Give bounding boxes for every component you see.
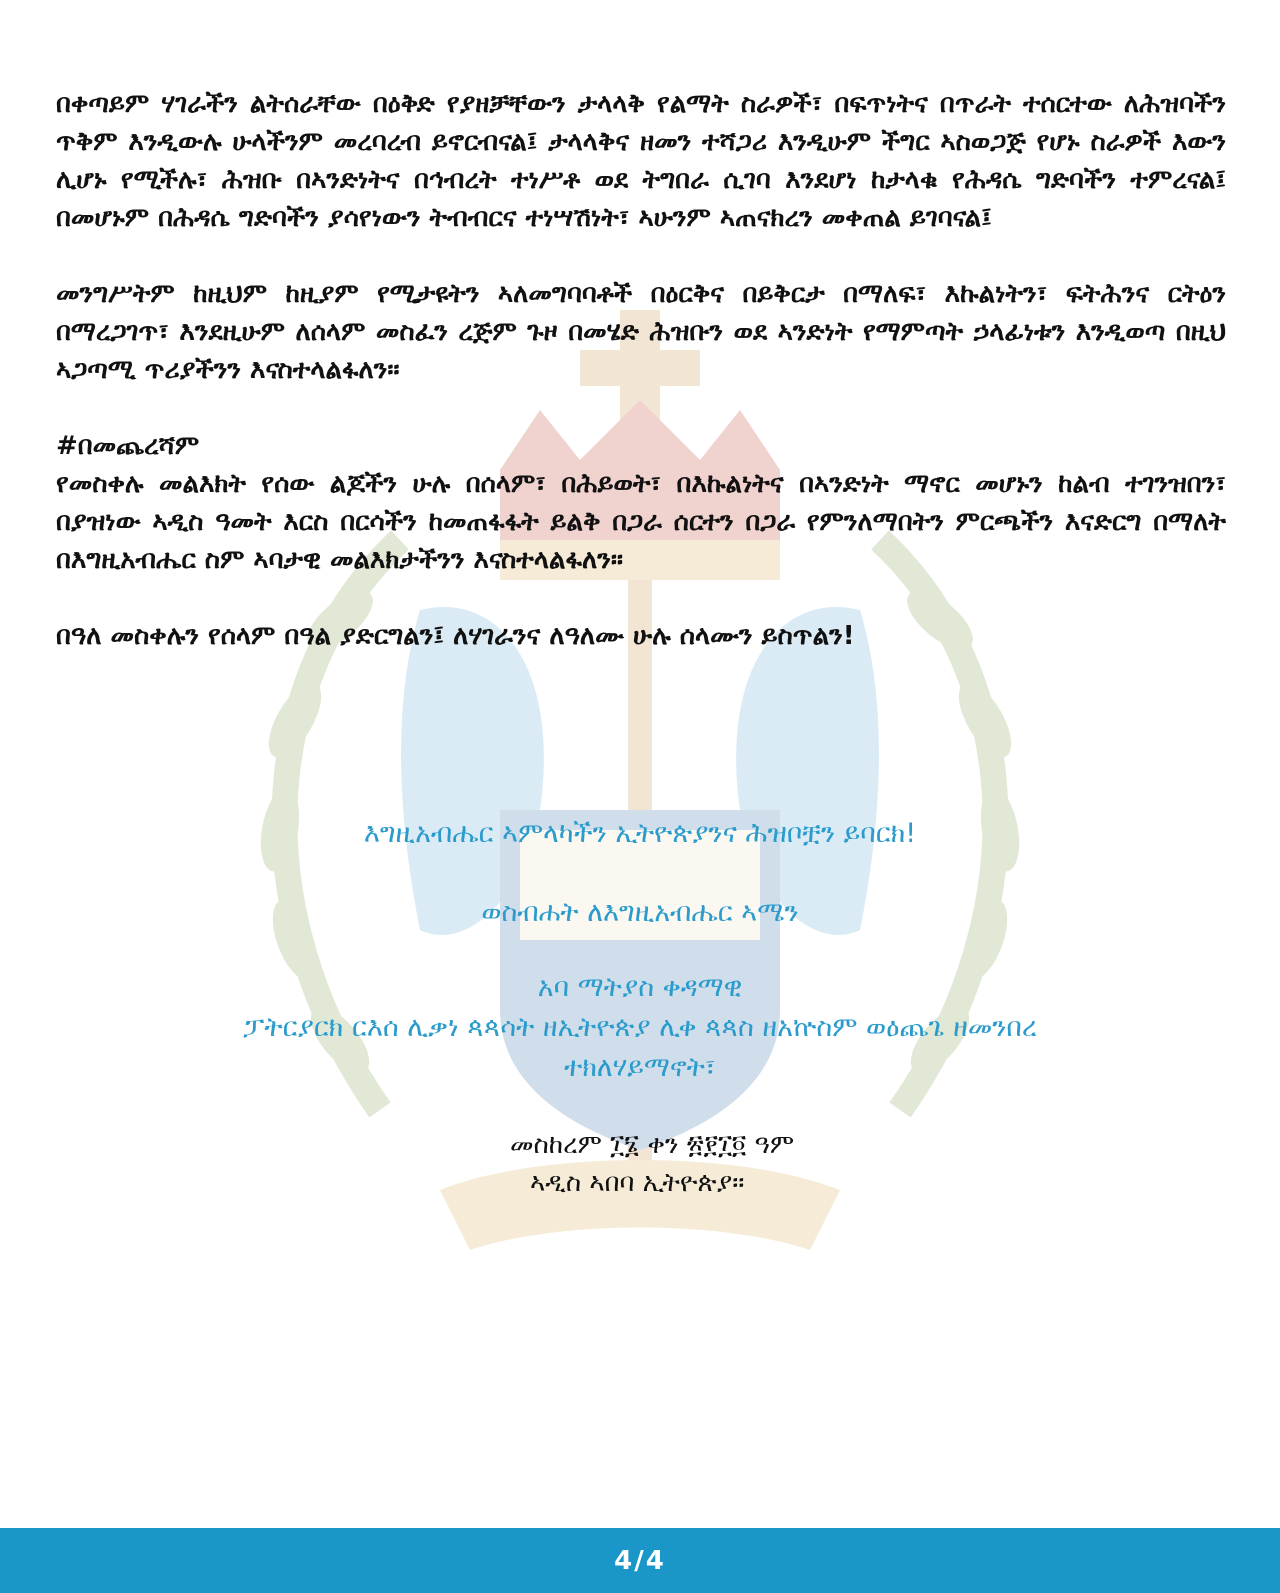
greeting-line: በዓለ መስቀሉን የሰላም በዓል ያድርግልን፤ ለሃገራንና ለዓለሙ ሁሉ ሰላሙን ይስጥልን! [56,621,855,651]
blessing-line-2: ወስብሐት ለእግዚአብሔር ኣሜን [481,897,799,928]
signatory-title-line-1: ፓትርያርክ ርእሰ ሊቃነ ጳጳሳት ዘኢትዮጵያ ሊቀ ጳጳስ ዘአኵስም ወዕጨጌ ዘመንበረ [243,1012,1037,1043]
letter-body [56,85,1226,655]
paragraph-government: መንግሥትም ከዚህም ከዚያም የሚታዩትን ኣለመግባባቶች በዕርቅና በይቅርታ በማለፍ፣ እኩልነትን፣ ፍትሕንና ርትዕን በማረጋገጥ፣ እንደዚሁም ለሰላም መስፈን ረጅም ጉዞ በመሄድ ሕዝቡን ወደ ኣንድነት የማምጣት ኃላፊነቱን እንዲወጣ በዚህ ኣጋጣሚ ጥሪያችንን እናስተላልፋለን። [56,279,1226,385]
signatory-name: አባ ማትያስ ቀዳማዊ [537,972,743,1003]
paragraph-development: በቀጣይም ሃገራችን ልትሰራቸው በዕቅድ የያዘቻቸውን ታላላቅ የልማት ስራዎች፣ በፍጥነትና በጥራት ተሰርተው ለሕዝባችን ጥቅም እንዲውሉ ሁላችንም መረባረብ ይኖርብናል፤ ታላላቅና ዘመን ተሻጋሪ እንዲሁም ችግር ኣስወጋጅ የሆኑ ስራዎች እውን ሊሆኑ የሚችሉ፣ ሕዝቡ በኣንድነትና በኅብረት ተነሥቶ ወደ ትግበራ ሲገባ እንደሆነ ከታላቁ የሕዳሴ ግድባችን ተምረናል፤ በመሆኑም በሕዳሴ ግድባችን ያሳየነውን ትብብርና ተነሣሽነት፣ ኣሁንም ኣጠናክረን መቀጠል ይገባናል፤ [56,89,1226,233]
date-line: መስከረም ፲፮ ቀን ፳፻፲፬ ዓም [510,1130,795,1160]
footer-bar [0,1528,1280,1593]
signatory-title-line-2: ተክለሃይማኖት፣ [564,1052,716,1083]
page-number: 4/4 [614,1545,666,1576]
closing-heading: #በመጨረሻም [56,431,200,461]
blessing-line-1: እግዚአብሔር ኣምላካችን ኢትዮጵያንና ሕዝቦቿን ይባርክ! [363,818,917,849]
place-line: ኣዲስ ኣበባ ኢትዮጵያ። [530,1168,745,1198]
paragraph-closing: የመስቀሉ መልእክት የሰው ልጆችን ሁሉ በሰላም፣ በሕይወት፣ በእኩልነትና በኣንድነት ማኖር መሆኑን ከልብ ተገንዝበን፣ በያዝነው ኣዲስ ዓመት እርስ በርሳችን ከመጠፋፋት ይልቅ በጋራ ሰርተን በጋራ የምንለማበትን ምርጫችን እናድርግ በማለት በእግዚአብሔር ስም ኣባታዊ መልእክታችንን እናስተላልፋለን። [56,469,1226,575]
